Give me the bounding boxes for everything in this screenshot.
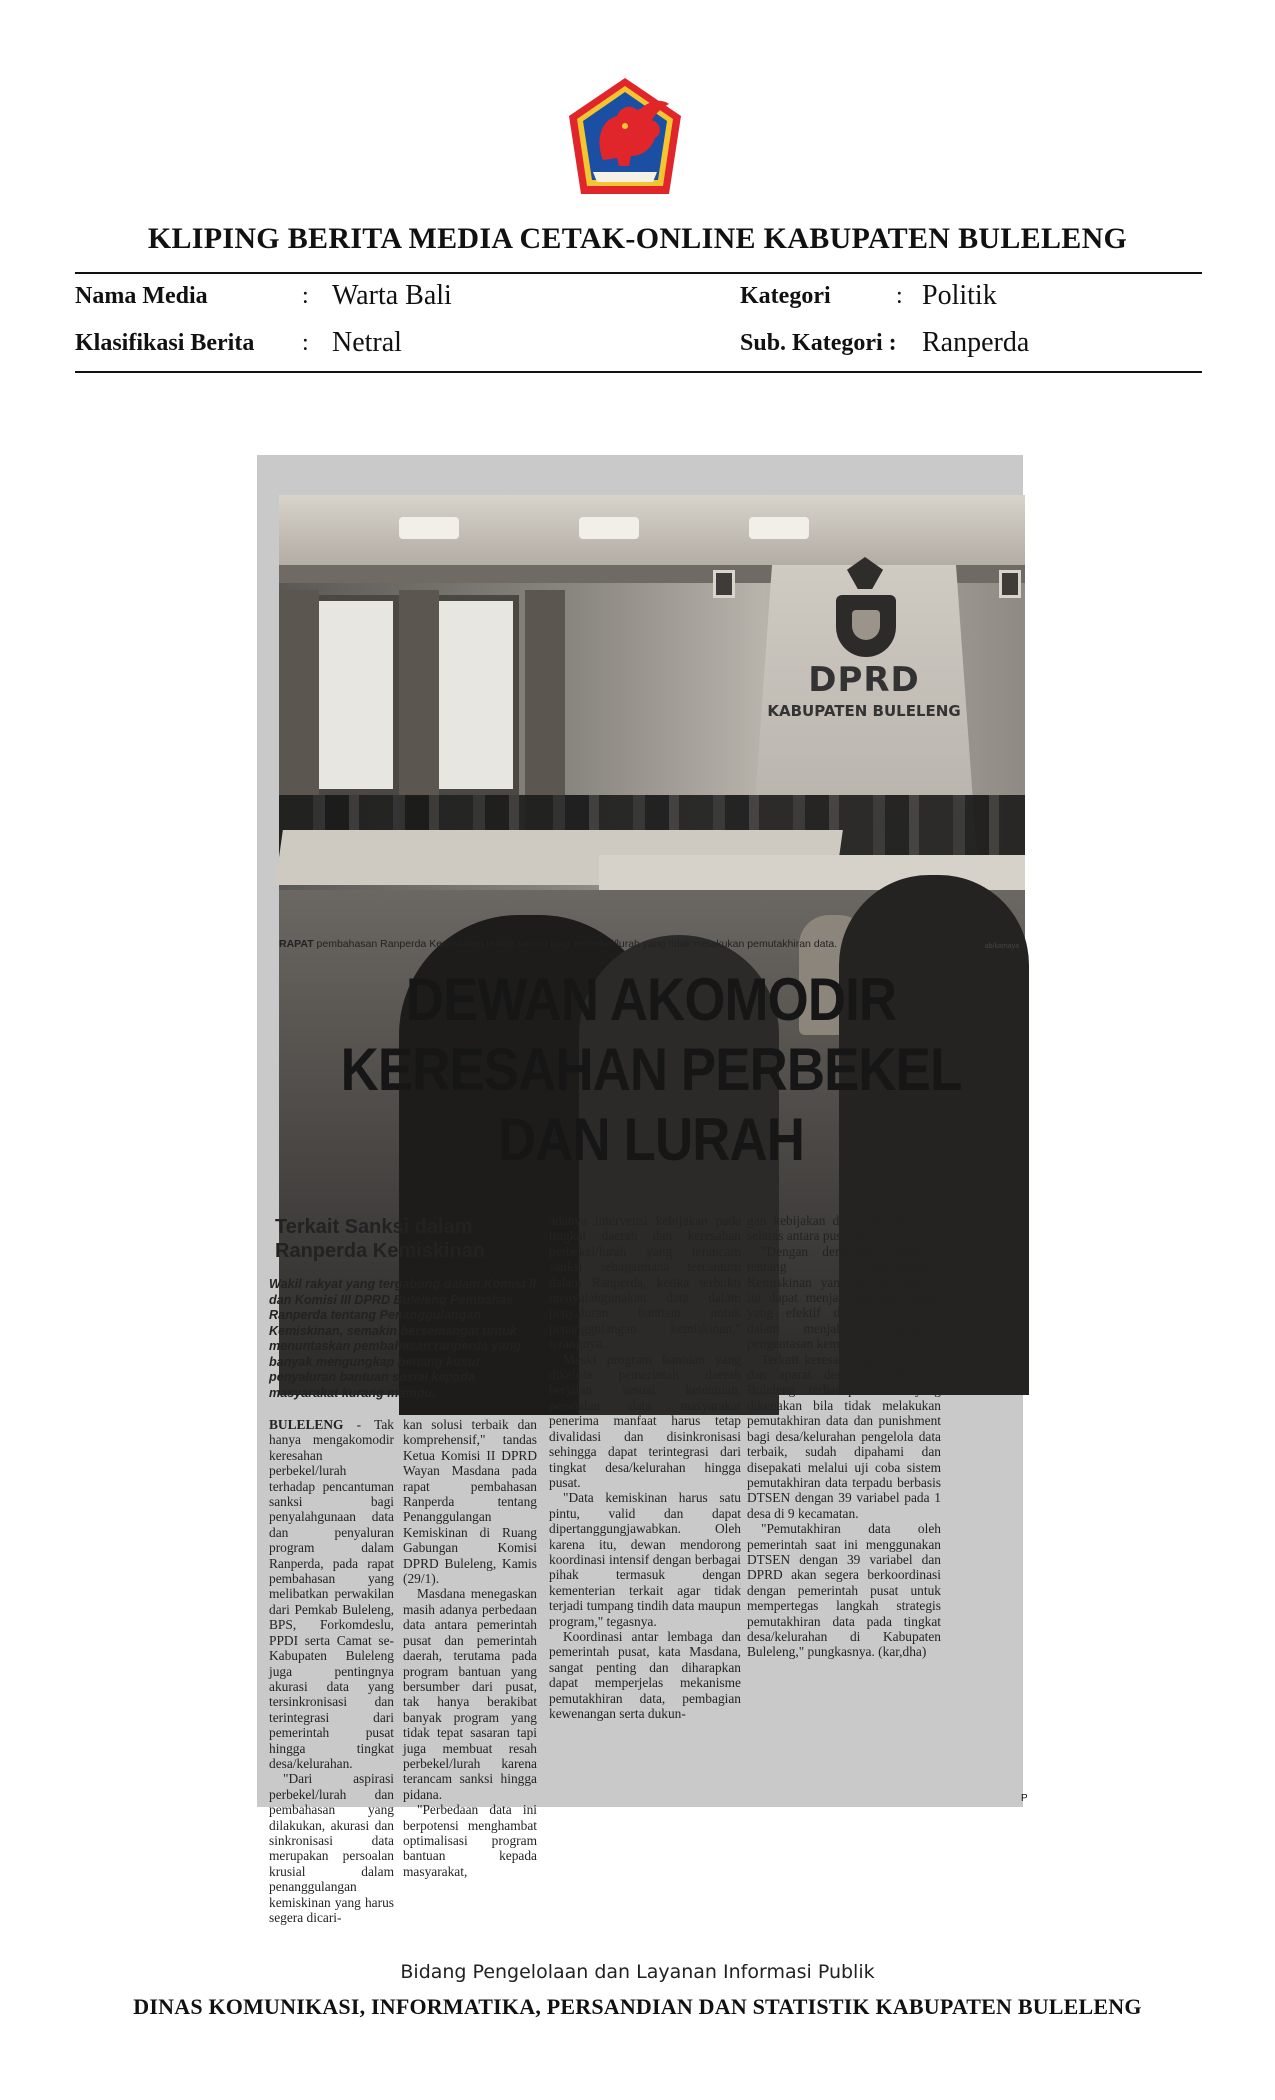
header-top-rule xyxy=(75,272,1202,274)
photo-caption-text: pembahasan Ranperda Kemiskinan terkait sanksi bagi perbekel/lurah yang tidak melakukan pemutakhiran data. xyxy=(313,938,838,950)
paragraph: kan solusi terbaik dan komprehensif," tandas Ketua Komisi II DPRD Wayan Masdana pada rapat pembahasan Ranperda tentang Penanggulangan Kemiskinan di Ruang Gabungan Komisi DPRD Buleleng, Kamis (29/1). xyxy=(403,1417,537,1587)
kategori-label: Kategori xyxy=(740,283,831,309)
singa-ambara-raja-logo xyxy=(565,76,685,198)
photo-caption xyxy=(279,938,1023,950)
headline-line: DAN LURAH xyxy=(498,1106,804,1173)
article-column-1 xyxy=(269,1417,394,1925)
paragraph: "Perbedaan data ini berpotensi menghambat optimalisasi program bantuan kepada masyarakat, xyxy=(403,1802,537,1879)
media-value: Warta Bali xyxy=(332,280,452,311)
klasifikasi-label: Klasifikasi Berita xyxy=(75,330,255,356)
article-column-4 xyxy=(747,1213,941,1660)
media-colon: : xyxy=(302,283,309,309)
dprd-sign-title: DPRD xyxy=(808,660,920,700)
article-subhead: Terkait Sanksi dalam Ranperda Kemiskinan xyxy=(275,1216,486,1262)
paragraph: "Pemutakhiran data oleh pemerintah saat ini menggunakan DTSEN dengan 39 variabel dan DPRD akan segera berkoordinasi dengan pemerintah pusat untuk mempertegas langkah strategis pemutakhiran data pada tingkat desa/kelurahan di Kabupaten Buleleng," pungkasnya. (kar,dha) xyxy=(747,1521,941,1660)
paragraph-text: - Tak hanya mengakomodir keresahan perbekel/lurah terhadap pencantuman sanksi bagi penyalahgunaan data dan penyaluran program dalam Ranperda, pada rapat pembahasan yang melibatkan perwakilan dari Pemkab Buleleng, BPS, Forkomdeslu, PPDI serta Camat se-Kabupaten Buleleng juga pentingnya akurasi data yang tersinkronisasi dan terintegrasi dari pemerintah pusat hingga tingkat desa/kelurahan. xyxy=(269,1417,394,1771)
paragraph: "Dengan demikian, Ranperda tentang Penanggulangan Kemiskinan yang tengah dibahas ini dapat menjadi payung hukum yang efektif dan implementatif dalam menjalankan program pengentasan kemiskinan," jelasnya. xyxy=(747,1243,941,1352)
kategori-value: Politik xyxy=(922,280,997,311)
sub-kategori-label: Sub. Kategori : xyxy=(740,330,897,356)
cropped-column-edge: P xyxy=(1021,1793,1028,1804)
footer-agency: DINAS KOMUNIKASI, INFORMATIKA, PERSANDIAN DAN STATISTIK KABUPATEN BULELENG xyxy=(133,1994,1142,2019)
paragraph: gan kebijakan dan anggaran yang selaras antara pusat dan daerah. xyxy=(747,1213,941,1244)
paragraph: "Dari aspirasi perbekel/lurah dan pembahasan yang dilakukan, akurasi dan sinkronisasi data merupakan persoalan krusial dalam penanggulangan kemiskinan yang harus segera dicari- xyxy=(269,1771,394,1925)
paragraph: "Data kemiskinan harus satu pintu, valid dan dapat dipertanggungjawabkan. Oleh karena itu, dewan mendorong koordinasi intensif dengan berbagai pihak termasuk dengan kementerian terkait agar tidak terjadi tumpang tindih data maupun program," tegasnya. xyxy=(549,1490,741,1629)
sub-kategori-value: Ranperda xyxy=(922,327,1030,358)
footer-division: Bidang Pengelolaan dan Layanan Informasi Publik xyxy=(400,1961,875,1983)
photo-credit: ab/kamaya xyxy=(984,943,1019,950)
photo-caption-lead: RAPAT xyxy=(279,938,314,950)
article-lead: Wakil rakyat yang tergabung dalam Komisi II dan Komisi III DPRD Buleleng Pembahas Ranperda tentang Penanggulangan Kemiskinan, semakin bersemangat untuk menuntaskan pembahasan ranperda yang banyak mengungkap benang kusut penyaluran bantuan sosial kepada masyarakat kurang mampu. xyxy=(269,1277,537,1400)
dprd-sign-subtitle: KABUPATEN BULELENG xyxy=(767,702,961,720)
document-title: KLIPING BERITA MEDIA CETAK-ONLINE KABUPATEN BULELENG xyxy=(147,222,1128,255)
kategori-colon: : xyxy=(896,283,903,309)
paragraph: Koordinasi antar lembaga dan pemerintah pusat, kata Masdana, sangat penting dan diharapkan dapat memperjelas mekanisme pemutakhiran data, pembagian kewenangan serta dukun- xyxy=(549,1628,741,1721)
paragraph: adanya intervensi kebijakan pada tingkat daerah dan keresahan perbekel/lurah yang terancam sanksi sebagaimana tercantum dalam Ranperda, ketika terbukti menyalahgunakan data dalam penyaluran bantuan untuk penanggulangan kemiskinan," terangnya. xyxy=(549,1213,741,1352)
newspaper-clipping xyxy=(257,455,1028,1925)
headline-line: KERESAHAN PERBEKEL xyxy=(340,1036,962,1103)
article-column-2 xyxy=(403,1417,537,1879)
article-column-3 xyxy=(549,1213,741,1721)
header-bottom-rule xyxy=(75,371,1202,373)
media-label: Nama Media xyxy=(75,283,208,309)
dateline: BULELENG xyxy=(269,1417,344,1432)
paragraph xyxy=(269,1417,394,1771)
klasifikasi-colon: : xyxy=(302,330,309,356)
paragraph: Terkait keresahan perbekel/lurah dan aparat desa di Kabupaten Buleleng terhadap sanksi yang dikenakan bila tidak melakukan pemutakhiran data dan punishment bagi desa/kelurahan pengelola data terbaik, sudah dipahami dan disepakati melalui uji coba sistem pemutakhiran data terpadu berbasis DTSEN dengan 39 variabel pada 1 desa di 9 kecamatan. xyxy=(747,1351,941,1521)
headline-line: DEWAN AKOMODIR xyxy=(405,966,897,1033)
article-headline xyxy=(324,965,979,1175)
paragraph: Meski program bantuan yang dikelola pemerintah daerah berjalan sesuai ketentuan, persoalan data masyarakat penerima manfaat harus tetap divalidasi dan disinkronisasi sehingga dapat terintegrasi dari tingkat desa/kelurahan hingga pusat. xyxy=(549,1351,741,1490)
klasifikasi-value: Netral xyxy=(332,327,402,358)
dprd-sign xyxy=(764,660,964,720)
paragraph: Masdana menegaskan masih adanya perbedaan data antara pemerintah pusat dan pemerintah daerah, terutama pada program bantuan yang bersumber dari pusat, tak hanya berakibat banyak program yang tidak tepat sasaran tapi juga membuat resah perbekel/lurah karena terancam sanksi hingga pidana. xyxy=(403,1586,537,1802)
